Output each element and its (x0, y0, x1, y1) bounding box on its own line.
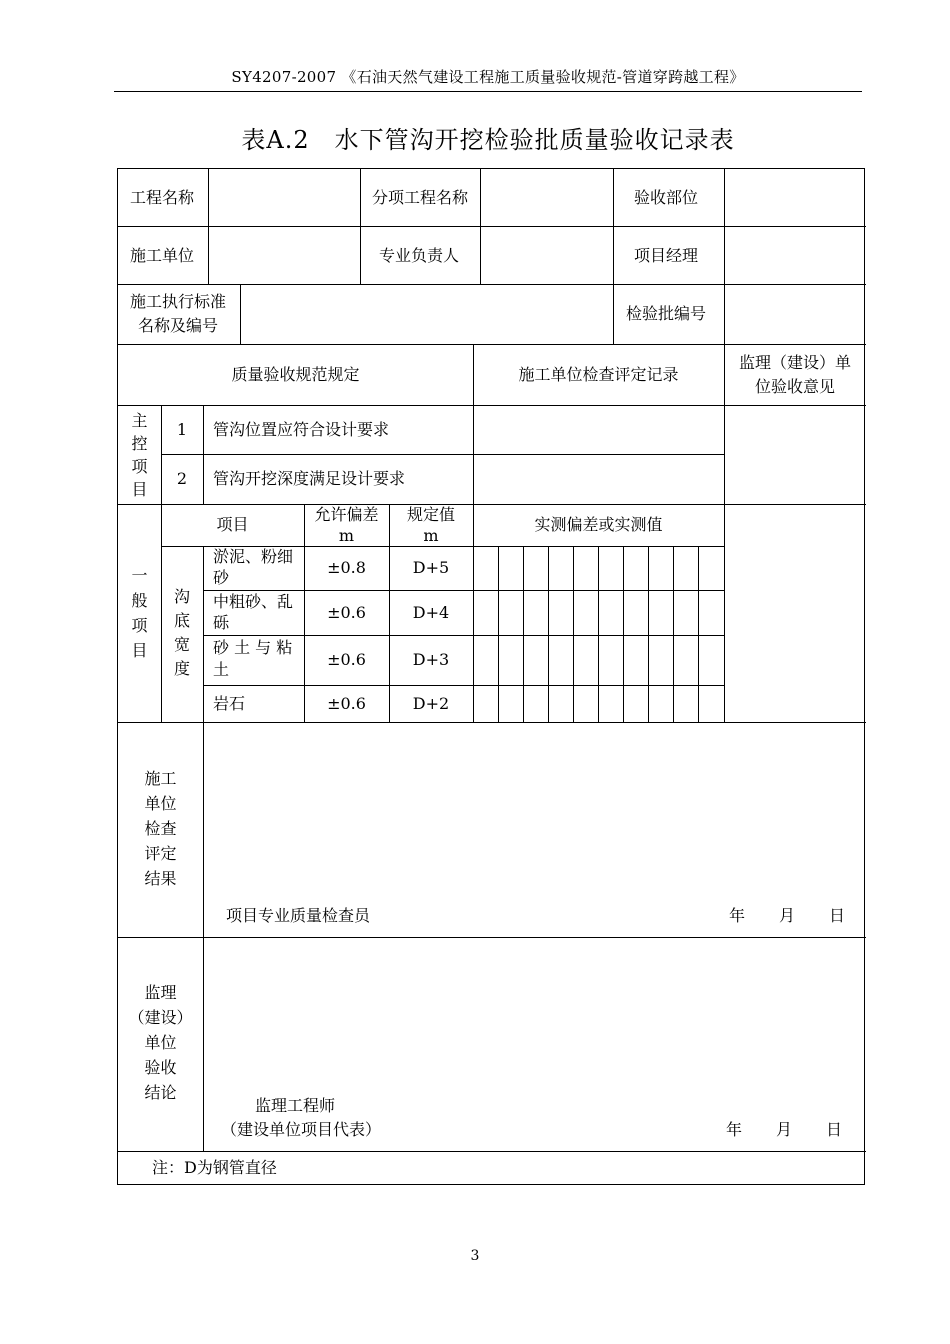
supervisor-opinion-header-line2: 位验收意见 (754, 377, 835, 396)
date-month: 月 (776, 1120, 793, 1139)
soil-type-line1: 中粗砂、乱 (213, 592, 294, 611)
date-year: 年 (726, 1120, 743, 1139)
spec-column-header: 质量验收规范规定 (231, 365, 360, 384)
general-items-label-1: 一 (131, 566, 148, 585)
header-rule (114, 91, 862, 92)
header-title: 《石油天然气建设工程施工质量验收规范-管道穿跨越工程》 (341, 68, 745, 86)
project-manager-label: 项目经理 (634, 246, 699, 265)
main-item-number: 2 (176, 469, 188, 488)
contractor-result-label-1: 施工 (144, 769, 177, 788)
supervisor-result-label-5: 结论 (144, 1083, 177, 1102)
supervisor-result-label-2: （建设） (128, 1008, 193, 1027)
specialist-label: 专业负责人 (379, 246, 460, 265)
spec-value: D+4 (412, 603, 450, 622)
contractor-result-label-2: 单位 (144, 794, 177, 813)
sub-project-label: 分项工程名称 (372, 188, 469, 207)
spec-value: D+3 (412, 650, 450, 669)
tolerance-header-line1: 允许偏差 (314, 505, 379, 524)
supervisor-result-label-4: 验收 (144, 1058, 177, 1077)
acceptance-part-label: 验收部位 (634, 188, 699, 207)
spec-value-header-line2: m (423, 526, 439, 545)
supervisor-result-label-1: 监理 (144, 983, 177, 1002)
date-month: 月 (779, 906, 796, 925)
tolerance-value: ±0.8 (327, 558, 366, 577)
supervisor-opinion-header-line1: 监理（建设）单 (738, 353, 851, 372)
record-table (117, 168, 865, 1185)
date-day: 日 (829, 906, 846, 925)
contractor-result-label-3: 检查 (144, 819, 177, 838)
client-representative-label: （建设单位项目代表） (221, 1120, 382, 1139)
page-header (114, 66, 862, 87)
tolerance-value: ±0.6 (327, 694, 366, 713)
soil-type-line1: 岩石 (213, 694, 246, 713)
contractor-record-column-header: 施工单位检查评定记录 (518, 365, 679, 384)
tolerance-header-line2: m (338, 526, 355, 545)
supervisor-engineer-label: 监理工程师 (255, 1096, 336, 1115)
soil-type-line2: 砂 (213, 568, 230, 587)
contractor-result-label-5: 结果 (144, 869, 177, 888)
spec-value-header-line1: 规定值 (406, 505, 455, 524)
general-items-label-3: 项 (131, 616, 148, 635)
contractor-label: 施工单位 (130, 246, 195, 265)
trench-width-label-1: 沟 (173, 587, 190, 606)
quality-inspector-label: 项目专业质量检查员 (226, 906, 371, 925)
main-item-text: 管沟位置应符合设计要求 (213, 420, 390, 439)
table-note: 注：D为钢管直径 (152, 1158, 277, 1177)
date-year: 年 (729, 906, 746, 925)
soil-type-line2: 土 (213, 660, 230, 679)
standard-label-line1: 施工执行标准 (130, 292, 227, 311)
main-items-label-4: 目 (131, 480, 148, 499)
soil-type-line2: 砾 (213, 613, 230, 632)
main-items-label-3: 项 (131, 457, 148, 476)
main-item-text: 管沟开挖深度满足设计要求 (213, 469, 406, 488)
contractor-result-label-4: 评定 (144, 844, 177, 863)
date-day: 日 (826, 1120, 843, 1139)
general-item-header: 项目 (216, 515, 249, 534)
soil-type-line1: 砂 土 与 粘 (213, 638, 293, 657)
main-item-number: 1 (176, 420, 188, 439)
supervisor-result-label-3: 单位 (144, 1033, 177, 1052)
batch-number-label: 检验批编号 (626, 304, 707, 323)
standard-label-line2: 名称及编号 (138, 316, 219, 335)
tolerance-value: ±0.6 (327, 650, 366, 669)
main-items-label-1: 主 (131, 411, 148, 430)
tolerance-value: ±0.6 (327, 603, 366, 622)
main-items-label-2: 控 (131, 434, 148, 453)
trench-width-label-2: 底 (173, 611, 190, 630)
trench-width-label-4: 度 (173, 659, 190, 678)
spec-value: D+2 (412, 694, 450, 713)
spec-value: D+5 (412, 558, 450, 577)
page-number: 3 (470, 1248, 480, 1264)
soil-type-line1: 淤泥、粉细 (213, 547, 294, 566)
document-title: 表A.2 水下管沟开挖检验批质量验收记录表 (241, 126, 735, 154)
trench-width-label-3: 宽 (173, 635, 190, 654)
header-code: SY4207-2007 (231, 68, 337, 86)
measured-header: 实测偏差或实测值 (534, 515, 663, 534)
project-name-label: 工程名称 (130, 188, 195, 207)
general-items-label-2: 般 (131, 591, 148, 610)
general-items-label-4: 目 (131, 641, 148, 660)
